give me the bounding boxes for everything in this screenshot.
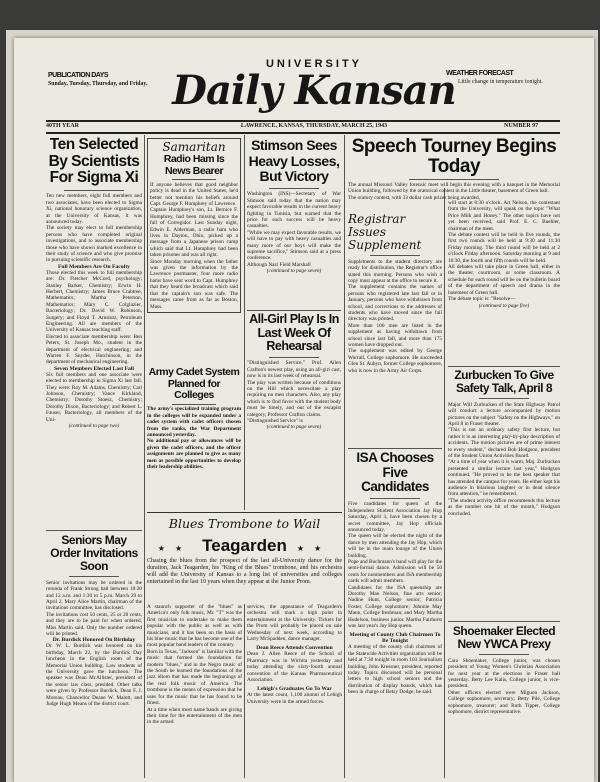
weather-label: WEATHER FORECAST — [446, 70, 514, 77]
masthead-rule-bottom — [46, 132, 560, 134]
sigma-xi-body-2: The society may elect to full membership persons who have completed original investigations, and to associate membership those who have shown marked excellence in their study of science and who give promise in pursuing scientific research. — [46, 225, 142, 264]
stimson-body-1: Washington (INS)—Secretary of War Stimson said today that the nation may expect favorable results in the current heavy fighting in Tunisia, but warned that the price for such success will be heavy casualties. — [247, 191, 341, 230]
speech-body-2: The oratory contest, with 33 dollar cash prizes being awarded, — [348, 194, 480, 201]
column-rule-3 — [344, 135, 345, 510]
headline-ywca: Shoemaker Elected New YWCA Prexy — [452, 624, 556, 651]
sigma-xi-body-5: Six full members and one associate were elected to membership in Sigma Xi last fall. They were: Roy M. Adams, Chemistry; Carl Johnson, Chemistry; Vance Kirkland, Chemistry; Dorothy Stoesz, Chemistry; Dorothy Dixon, Bacteriology; and Robert L. Fauser, Bacteriology, all members of the Uni- — [46, 371, 142, 423]
article-army-cadet — [147, 367, 241, 470]
feature-body-5: services, the appearance of Teagarden's orchestra will mark a high point in entertainment at the University. Tickets for the Prom will probably be placed on sale Wednesday of next week, according to Larry McSpadden, dance manager. — [247, 604, 342, 643]
sigma-xi-body-1: Ten new members, eight full members and two associates, have been elected to Sigma Xi, national honorary science organization, at the University of Kansas, it was announced today. — [46, 193, 142, 225]
headline-divider — [269, 188, 319, 189]
publication-days-box — [48, 72, 148, 88]
dateline: LAWRENCE, KANSAS, THURSDAY, MARCH 25, 1943 — [240, 123, 388, 129]
article-stimson — [247, 138, 341, 275]
speech-body-4: The debate contest will be held in five rounds, the first two rounds will be held at 9:30 and 11:30 Friday morning. The third round will be held at 2 o'clock Friday afternoon. Saturday morning at 9 and 10:30, the fourth and fifth rounds will be held. — [448, 232, 560, 264]
col4-divider — [348, 448, 442, 449]
feature-body-4: At a time when most name bands are giving their time for the entertainment of the men in the armed — [147, 706, 242, 726]
lehigh-body: At the latest count, 1,100 alumni of Lehigh University were in the armed forces. — [247, 692, 342, 705]
masthead-rule-top — [46, 120, 560, 122]
headline-divider — [64, 190, 124, 191]
feature-header — [147, 512, 342, 539]
weather-text: Little change in temperature tonight. — [458, 79, 543, 85]
sigma-xi-subhead-2: Seven Members Elected Last Fall — [54, 365, 134, 372]
headline-radio-ham: Radio Ham Is News Bearer — [163, 153, 225, 177]
issue-number: NUMBER 97 — [504, 123, 539, 129]
sigma-xi-continued: (continued to page two) — [68, 423, 120, 430]
army-cadet-body-2: No additional pay or allowances will be given the cadet officers, and the officer assignments are planned to give as many men as possible opportunities to develop their leadership abilities. — [147, 438, 241, 470]
feature-lead — [147, 558, 342, 586]
headline-divider — [479, 654, 529, 655]
publication-days: Sunday, Tuesday, Thursday, and Friday. — [48, 81, 148, 87]
isa-body-2: The queen will be elected the night of the dance by men attending the Jay Hop, which will be in the main lounge of the Union building. — [348, 533, 442, 559]
headline-divider — [69, 576, 119, 577]
stimson-continued: (continued to page seven) — [266, 268, 322, 275]
headline-registrar: Registrar Issues Supplement — [348, 212, 422, 252]
year: 40TH YEAR — [46, 123, 79, 129]
headline-speech-tourney: Speech Tourney Begins Today — [351, 136, 557, 177]
headline-divider — [172, 179, 216, 180]
zurbucken-body-3: "At a time of year when it is warm, Maj. Zurbucken presented a similar lecture last year," Hodgson continued. "He proved to be the best speaker that has attended the campus for years. He either kept his audience in hilarious laughter or in dead silence from attention," he remembered. — [448, 459, 560, 498]
headline-divider — [370, 498, 420, 499]
publication-days-label: PUBLICATION DAYS — [48, 72, 109, 79]
headline-divider — [370, 255, 420, 256]
play-continued: (continued to page seven) — [266, 424, 322, 431]
isa-body-1: Five candidates for queen of the Independent Student Association Jay Hop Saturday, April 3, have been chosen by a secret committee, Jay Hop officials announced today. — [348, 501, 442, 533]
col3-divider — [247, 310, 341, 311]
play-body-2: The play was written because of conditions on the Hill which necessitate a play requiring no men characters. Also, any play which is to find favor with the student body must be timely, and out of the escapist category, Professor Crafton claims. — [247, 379, 341, 418]
reece-body: Dean J. Allen Reece of the School of Pharmacy was in Wichita yesterday and today attending the sixty-fourth annual convention of the Kansas Pharmaceutical Association. — [247, 651, 342, 684]
col1-divider — [46, 530, 142, 531]
weather-box — [446, 70, 556, 86]
ywca-body-2: Other officers elected were Miguon Jackson, College sophomore, secretary; Betty Pile, College sophomore, treasurer; and Ruth Tipper, College sophomore, district representative. — [448, 689, 560, 716]
feature-headline: Teagarden — [202, 536, 287, 555]
sigma-xi-body-4: Elected to associate membership were: Ben Peters, St. Joseph Mo., student in the department of electrical engineering; and Warren F. Snyder, Hutchinson, in the department of mechanical engineering. — [46, 333, 142, 366]
column-rule-1 — [144, 135, 145, 778]
col5-divider-2 — [448, 621, 560, 622]
feature-body-1: Chasing the blues from the prospect of the last all-University dance for the duration, Jack Teagarden, his "King of the Blues" trombone, and his orchestra will add the University of Kansas to a long list of universities and colleges entertained in the last 10 years when they appear at the Junior Prom. — [147, 558, 342, 585]
col5-divider-1 — [448, 366, 560, 367]
isa-body-3: Pope and Buchmann's band will play for the semi-formal dance. Admission will be 50 cents for nonmembers and ISA membership cards will admit members. — [348, 558, 442, 585]
column-rule-4 — [444, 188, 445, 778]
article-speech-continued — [448, 200, 560, 309]
stimson-body-3: Although Nazi Field Marshall — [247, 261, 311, 268]
headline-divider — [479, 398, 529, 399]
headline-sigma-xi: Ten Selected By Scientists For Sigma Xi — [48, 136, 140, 186]
article-speech-tourney — [348, 137, 560, 201]
lehigh-subhead: Lehigh's Graduates Go To War — [257, 686, 332, 693]
registrar-body-1: Supplements to the student directory are ready for distribution, the Registrar's office stated this morning. Persons who wish a copy must appear at the office to secure it. — [348, 258, 442, 285]
masthead-title: Daily Kansan — [172, 67, 456, 114]
column-rule-2 — [244, 135, 245, 510]
headline-divider — [172, 404, 216, 405]
article-registrar — [348, 213, 442, 374]
headline-army-cadet: Army Cadet System Planned for Colleges — [148, 366, 240, 401]
radio-ham-body-3: Since Monday morning when the father was given the information by the Lawrence postmaster, four more radio hams have sent word to Capt. Humphrey that they heard the broadcast which said that the captain's son was safe. The messages came from as far as Boston, Mass. — [150, 258, 238, 310]
seniors-body-2: The invitations cost 50 cents, 25 or 20 cents, and they are to be paid for when ordered, Miss Martin said. Only the number ordered will be printed. — [46, 611, 142, 638]
play-body-3: "Distinguished Service" is — [247, 417, 303, 424]
radio-ham-body-2: Captain Humphrey's son, Lt. Bernice F. Humphrey, had been missing since the fall of Corregidor. Last Sunday night, Edwin E. Alderman, a radio ham who lives in Dayton, Ohio, picked up a message from a Japanese prison camp which said that Lt. Humphrey had been taken prisoner and was all right. — [150, 207, 238, 259]
masthead-university: UNIVERSITY — [265, 58, 362, 70]
article-ywca — [448, 625, 560, 715]
sigma-xi-body-3: Those elected this week to full membership are: Dr. Fletcher McCord, psychology; Stanley Barker, Chemistry; Erwin H. Herbert, Chemistry; James Bruce Crabtree, Mathematics; Martha Peterson, Mathematics; Mary C. Colglazier, Bacteriology; Dr. David W. Robinson, Surgery; and Floyd T. Arnstutz, Petroleum Engineering. All are members of the University of Kansas teaching staff. — [46, 269, 142, 334]
feature-body-3: Born in Texas, "Jackson" is familiar with the music that formed the foundation for modern "blues," and in the Negro music of the South he learned the foundations of the jazz idiom that has made the beginnings of the real folk music of America. The trombone is the means of expression that he uses for the music that he has found to be finest. — [147, 648, 242, 707]
star-icon: ★★ — [157, 544, 193, 553]
seniors-body-1: Senior invitations may be ordered in the rotunda of Frank Strong hall between 10:30 and 12 a.m. and 1:30 to 5 p.m. March 29 to April 2, Mary Alice Martin, chairman of the invitations committee, has disclosed. — [46, 579, 142, 612]
article-isa — [348, 451, 442, 696]
headline-zurbucken: Zurbucken To Give Safety Talk, April 8 — [454, 368, 554, 395]
speech-body-3: will start at 8:30 o'clock. Art Nelson, the contestant from the University, will speak on the topic "What Price Milk and Honey." The other topics have not yet been received, said Prof. E. C. Buehler, chairman of the meet. — [448, 200, 560, 232]
column-rule-5 — [344, 510, 345, 778]
feature-col-a — [147, 604, 242, 726]
headline-seniors: Seniors May Order Invitations Soon — [50, 533, 138, 573]
feature-kicker: Blues Trombone to Wail — [168, 516, 321, 531]
feature-body-2: A staunch supporter of the "blues" as America's only folk music, Mr. "T" was the first musician to undertake to make them popular with the public as well as with musicians, and it has been on the basis of his blue music that he has become one of the most popular band leaders of the country. — [147, 604, 242, 649]
headline-divider — [269, 357, 319, 358]
headline-isa: ISA Chooses Five Candidates — [356, 450, 434, 494]
burdick-subhead: Dr. Burdick Honored On Birthday — [52, 637, 136, 644]
speech-body-1: The annual Missouri Valley forensic meet will begin this evening with a banquet in the Memorial Union building, followed by the oratorical contest in the Little theater, basement of Green hall. — [348, 181, 560, 195]
play-body-1: "Distinguished Service," Prof. Allen Crafton's newest play, using an all-girl cast, now is in its last week of rehearsal. — [247, 360, 341, 380]
speech-body-6: The debate topic is: "Resolve— — [448, 296, 516, 303]
newspaper-page — [14, 38, 594, 782]
county-club-subhead: Meeting of County Club Chairmen To Be Tonight — [349, 632, 441, 645]
isa-body-4: Candidates for the ISA queenship are Dorothy Mae Nelson, fine arts senior; Nadine Hunt, College senior; Patricia Foster, College sophomore; Johnnie May Mann, College freshman; and Mary Martha Hudelson, business junior. Martha Fairhurst was last year's Jay Hop queen. — [348, 584, 442, 630]
article-zurbucken — [448, 369, 560, 517]
registrar-body-3: More than 100 men are listed in the supplement as having withdrawn from school since last fall, and more than 175 women have dropped out. — [348, 322, 442, 349]
stimson-body-2: "While we may expect favorable results, we will have to pay with heavy casualties and many more of our boys will make the supreme sacrifice," Stimson said at a press conference. — [247, 229, 341, 262]
samaritan-kicker: Samaritan — [162, 140, 226, 154]
headline-all-girl-play: All-Girl Play Is In Last Week Of Rehearsal — [249, 312, 339, 353]
feature-col-rule — [244, 604, 245, 778]
article-sigma-xi — [46, 137, 142, 430]
speech-continued: (continued to page five) — [478, 302, 530, 309]
burdick-body: Dr. W. L. Burdick was honored on his birthday, March 22, by the Burdick Day luncheon in the English room of the Memorial Union building. Law students of the University gave the luncheon. The speaker was Dean McAllister, president of the senior law class, presided. Other talks were given by Professor Burdick, Dean F. J. Moreau, Chancellor Deane W. Malott, and Judge Hugh Means of the district court. — [46, 643, 142, 708]
article-seniors — [46, 534, 142, 708]
feature-col-b — [247, 604, 342, 705]
article-samaritan — [147, 138, 241, 313]
army-cadet-body-1: The army's specialized training program in the colleges will be expanded under a cadet system with cadet officers chosen from the ranks, the War Department announced yesterday. — [147, 406, 241, 438]
speech-body-5: All debates will take place in Green hall, either in the theater, courtroom, or some classroom. A schedule for each round will be on the bulletin board of the department of speech and drama in the basement of Green hall. — [448, 264, 560, 296]
county-club-body: A meeting of the county club chairmen of the Statewide Activities organization will be held at 7:30 tonight in room 103 Journalism building, John Kressner, president, reported today. Topics discussed will be personal letters to high school seniors and the distribution of display boards, which has been in charge of Betsy Dodge, he said. — [348, 644, 442, 696]
star-icon: ★★ — [296, 544, 332, 553]
zurbucken-body-4: "The student activity office recommends this lecture as the number one hit of the month," Hodgson concluded. — [448, 497, 560, 517]
reece-subhead: Dean Reece Attends Convention — [256, 645, 333, 652]
feature-stars — [147, 536, 342, 556]
headline-stimson: Stimson Sees Heavy Losses, But Victory — [248, 137, 340, 184]
article-all-girl-play — [247, 313, 341, 431]
headline-divider — [409, 179, 499, 180]
registrar-body-4: The supplement was edited by George Worrall, College sophomore. He succeeded Glen St. Aubyn, former College sophomore, who is now in the Army Air Corps. — [348, 348, 442, 374]
ywca-body-1: Cara Shoemaker, College junior, was chosen president of Young Women's Christian Association for next year at the elections in Fraser hall yesterday. Betty Lee Kalis, College junior, is vice-president. — [448, 657, 560, 690]
radio-ham-body-1: If anyone believes that good neighbor policy is dead in the United States, he'd better not mention his beliefs around Capt. George F. Humphrey of Lawrence. — [150, 181, 238, 208]
sigma-xi-subhead-1: Full Members Are On Faculty — [58, 263, 130, 270]
zurbucken-body-1: Major Will Zurbucken of the State Highway Patrol will conduct a lecture accompanied by motion pictures on the subject "Safety on the Highways," on April 8 in Fraser theater. — [448, 401, 560, 428]
registrar-body-2: The supplement contains the names of persons who registered late last fall or in January, persons who have withdrawn from school, and corrections to the addresses of students who have moved since the fall directory was printed. — [348, 284, 442, 323]
zurbucken-body-2: "This is not an ordinary safety first lecture, but rather it is an interesting play-by-play description of accidents. The motion pictures are of prime interest to every student," declared Bob Hodgson, president of the Student Union Activities Board. — [448, 427, 560, 460]
